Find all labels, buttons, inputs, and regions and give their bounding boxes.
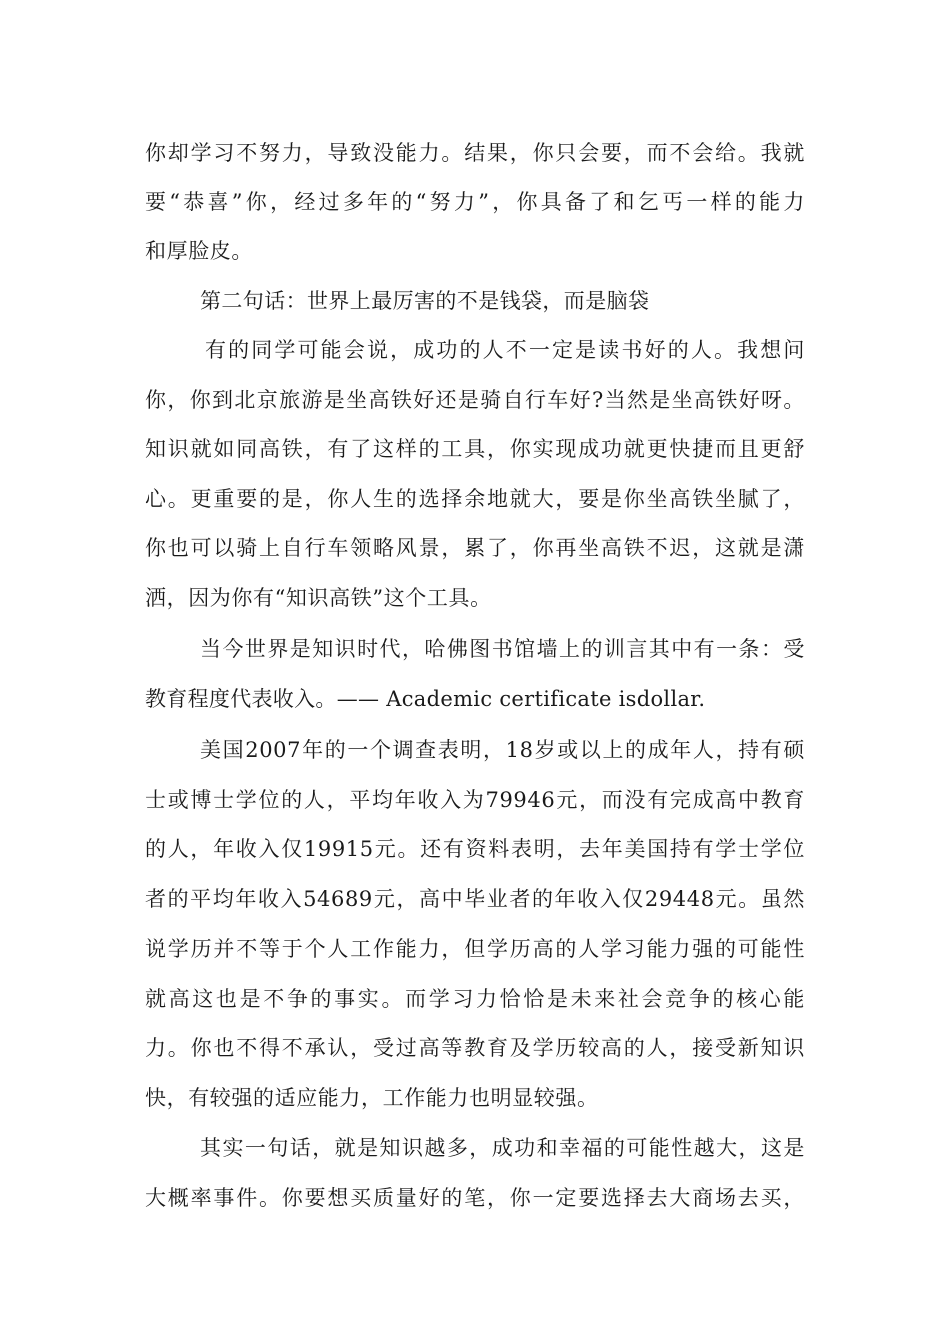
text-line: 就高这也是不争的事实。而学习力恰恰是未来社会竞争的核心能 [145,987,805,1011]
text-line: 的人，年收入仅19915元。还有资料表明，去年美国持有学士学位 [145,837,805,861]
text-line: 洒，因为你有“知识高铁”这个工具。 [145,586,492,610]
text-line: 有的同学可能会说，成功的人不一定是读书好的人。我想问 [205,338,805,362]
text-line: 你却学习不努力，导致没能力。结果，你只会要，而不会给。我就 [145,141,805,165]
text-line: 要“恭喜”你，经过多年的“努力”，你具备了和乞丐一样的能力 [145,190,805,214]
text-line: 和厚脸皮。 [145,239,253,263]
text-line: 当今世界是知识时代，哈佛图书馆墙上的训言其中有一条：受 [200,637,805,661]
text-line: 教育程度代表收入。—— Academic certificate isdollar. [145,687,706,711]
text-line: 士或博士学位的人，平均年收入为79946元，而没有完成高中教育 [145,788,805,812]
text-line: 心。更重要的是，你人生的选择余地就大，要是你坐高铁坐腻了， [145,487,805,511]
text-line: 快，有较强的适应能力，工作能力也明显较强。 [145,1086,599,1110]
section-heading: 第二句话：世界上最厉害的不是钱袋，而是脑袋 [200,289,650,313]
text-line: 其实一句话，就是知识越多，成功和幸福的可能性越大，这是 [200,1136,805,1160]
text-line: 力。你也不得不承认，受过高等教育及学历较高的人，接受新知识 [145,1036,805,1060]
text-line: 你也可以骑上自行车领略风景，累了，你再坐高铁不迟，这就是潇 [145,536,805,560]
text-line: 知识就如同高铁，有了这样的工具，你实现成功就更快捷而且更舒 [145,437,805,461]
text-line: 你，你到北京旅游是坐高铁好还是骑自行车好?当然是坐高铁好呀。 [145,388,805,412]
text-line: 美国2007年的一个调查表明，18岁或以上的成年人，持有硕 [200,738,805,762]
text-line: 说学历并不等于个人工作能力，但学历高的人学习能力强的可能性 [145,937,805,961]
text-line: 大概率事件。你要想买质量好的笔，你一定要选择去大商场去买， [145,1186,805,1210]
text-line: 者的平均年收入54689元，高中毕业者的年收入仅29448元。虽然 [145,887,805,911]
